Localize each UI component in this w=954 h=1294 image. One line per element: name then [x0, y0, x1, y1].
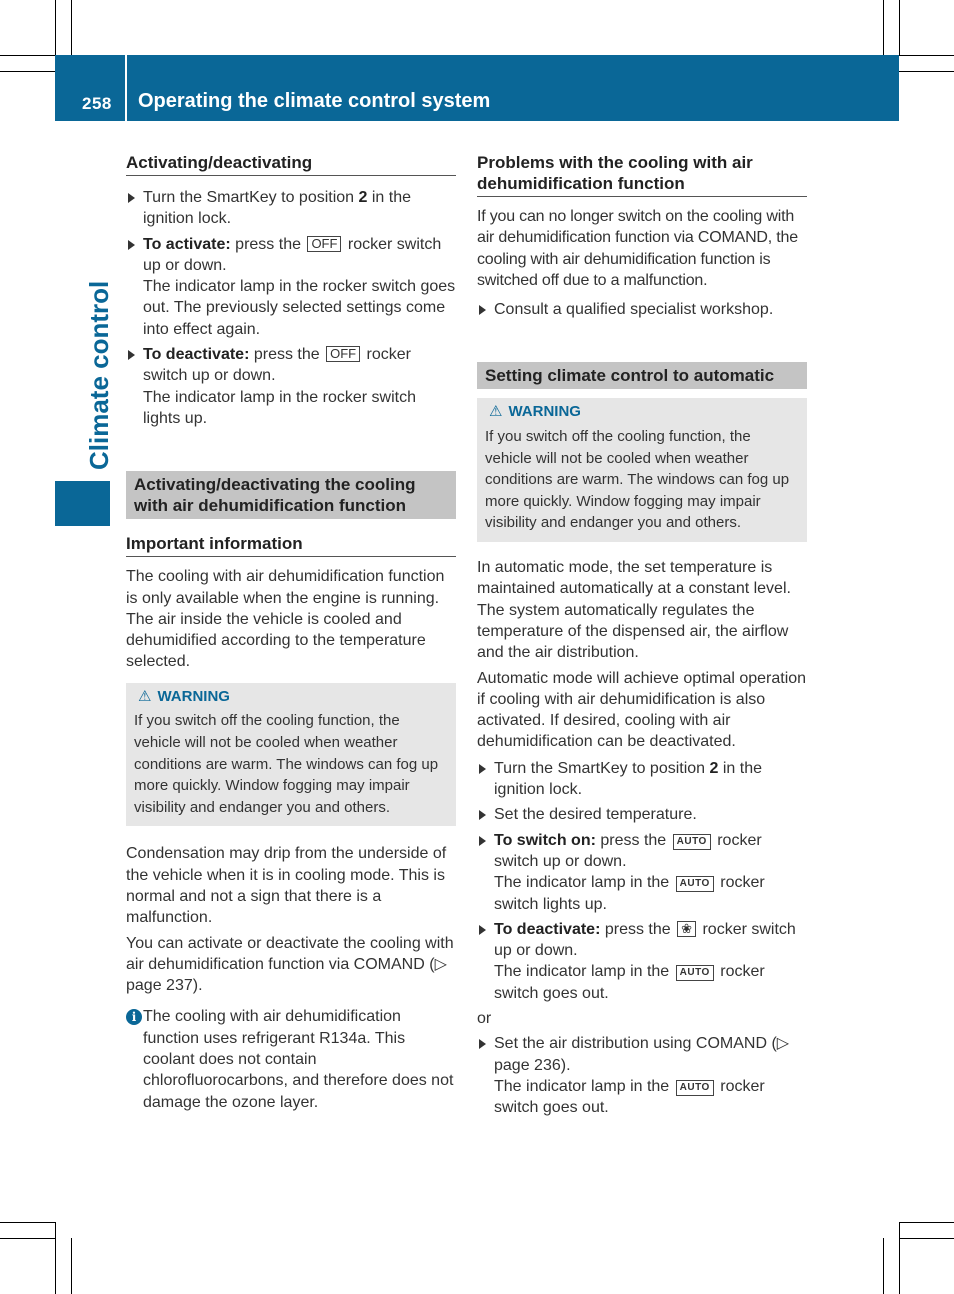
paragraph: The cooling with air dehumidification function is only available when the engine is running. The air inside the vehicle is cooled and dehumidified according to the temperature selected.: [126, 568, 445, 671]
instruction-step: To deactivate: press the ❀ rocker switch up or down. The indicator lamp in the AUTO rocker switch goes out.: [477, 919, 807, 1004]
crop-mark: [71, 0, 72, 55]
fan-button-icon: ❀: [677, 921, 696, 937]
crop-mark: [899, 55, 954, 56]
auto-button-symbol: AUTO: [676, 876, 714, 892]
instruction-step: Turn the SmartKey to position 2 in the ignition lock.: [126, 187, 456, 230]
subheading: Activating/deactivating: [126, 152, 456, 176]
warning-text: If you switch off the cooling function, the vehicle will not be cooled when weather conditions are warm. The windows can fog up more quickly. Window fogging may impair visibility and endanger you and others.: [485, 428, 790, 532]
page-number: 258: [82, 94, 112, 113]
header-divider: [125, 55, 127, 121]
auto-button-symbol: AUTO: [676, 965, 714, 981]
instruction-step: To deactivate: press the OFF rocker switch up or down. The indicator lamp in the rocker switch lights up.: [126, 344, 456, 429]
paragraph: You can activate or deactivate the cooling with air dehumidification function via COMAND (▷ page 237).: [126, 934, 454, 995]
instruction-step: Turn the SmartKey to position 2 in the ignition lock.: [477, 758, 807, 801]
paragraph: Automatic mode will achieve optimal operation if cooling with air dehumidification is also activated. If desired, cooling with air dehumidification can be deactivated.: [477, 669, 807, 751]
instruction-step: Consult a qualified specialist workshop.: [477, 299, 807, 320]
instruction-step: To switch on: press the AUTO rocker switch up or down. The indicator lamp in the AUTO rocker switch lights up.: [477, 830, 807, 915]
crop-mark: [0, 55, 55, 56]
right-column: [477, 152, 807, 1118]
side-tab: [55, 481, 110, 526]
left-column: [126, 152, 456, 1113]
warning-icon: ⚠: [138, 687, 152, 705]
crop-mark: [899, 1222, 954, 1223]
section-heading: Setting climate control to automatic: [477, 362, 807, 389]
crop-mark: [0, 1222, 55, 1223]
info-note: i The cooling with air dehumidification function uses refrigerant R134a. This coolant does not contain chlorofluorocarbons, and therefore does not damage the ozone layer.: [126, 1006, 456, 1112]
warning-icon: ⚠: [489, 403, 503, 421]
subheading: Important information: [126, 533, 456, 557]
paragraph: In automatic mode, the set temperature is maintained automatically at a constant level. The system automatically regulates the temperature of the dispensed air, the airflow and the air distribution.: [477, 559, 791, 662]
crop-mark: [899, 1222, 900, 1294]
section-heading: Activating/deactivating the cooling with air dehumidification function: [126, 471, 456, 519]
warning-box: [126, 683, 456, 827]
off-button-symbol: OFF: [307, 236, 341, 252]
crop-mark: [883, 1238, 884, 1294]
instruction-step: Set the air distribution using COMAND (▷ page 236). The indicator lamp in the AUTO rocker switch goes out.: [477, 1033, 807, 1118]
paragraph: If you can no longer switch on the cooling with air dehumidification function via COMAND, the cooling with air dehumidification function is switched off due to a malfunction.: [477, 208, 798, 289]
off-button-symbol: OFF: [326, 346, 360, 362]
paragraph: Condensation may drip from the underside of the vehicle when it is in cooling mode. This is normal and not a sign that there is a malfunction.: [126, 845, 447, 927]
subheading: Problems with the cooling with air dehumidification function: [477, 152, 807, 197]
auto-button-symbol: AUTO: [673, 834, 711, 850]
or-separator: or: [477, 1009, 492, 1027]
instruction-step: To activate: press the OFF rocker switch up or down. The indicator lamp in the rocker switch goes out. The previously selected settings come into effect again.: [126, 234, 456, 340]
crop-mark: [899, 1238, 954, 1239]
crop-mark: [55, 1222, 56, 1294]
page-title: Operating the climate control system: [138, 90, 491, 112]
side-tab-label: Climate control: [84, 280, 114, 470]
warning-title: WARNING: [508, 403, 581, 421]
crop-mark: [0, 71, 55, 72]
crop-mark: [0, 1238, 55, 1239]
crop-mark: [55, 0, 56, 55]
warning-title: WARNING: [157, 687, 230, 705]
crop-mark: [71, 1238, 72, 1294]
auto-button-symbol: AUTO: [676, 1080, 714, 1096]
crop-mark: [883, 0, 884, 55]
instruction-step: Set the desired temperature.: [477, 804, 807, 825]
warning-text: If you switch off the cooling function, the vehicle will not be cooled when weather conditions are warm. The windows can fog up more quickly. Window fogging may impair visibility and endanger you and others.: [134, 712, 439, 816]
crop-mark: [899, 0, 900, 55]
warning-box: [477, 398, 807, 542]
info-icon: i: [126, 1009, 142, 1025]
crop-mark: [899, 71, 954, 72]
